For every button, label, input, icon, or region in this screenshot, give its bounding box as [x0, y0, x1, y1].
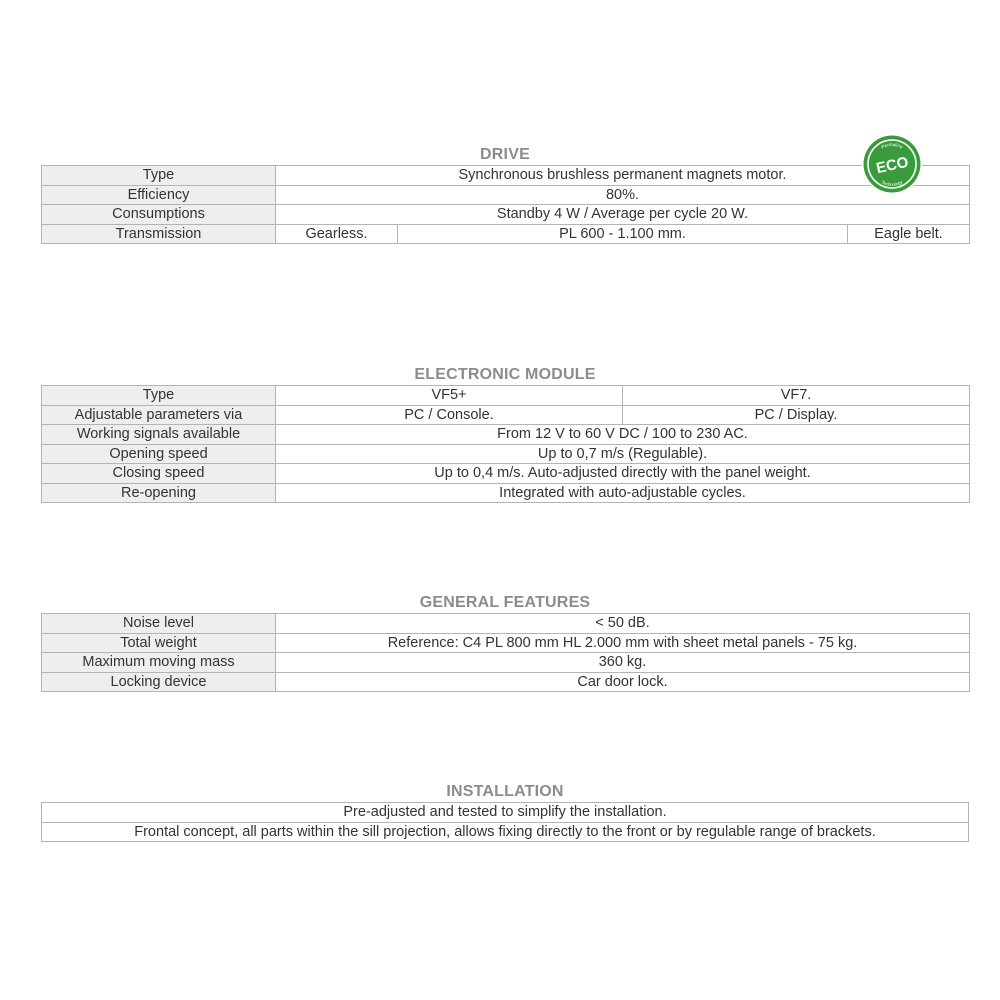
row-value: 80%. [276, 185, 970, 205]
row-label: Locking device [42, 672, 276, 692]
table-row [42, 822, 969, 842]
electronic-module-title: ELECTRONIC MODULE [414, 366, 596, 383]
row-label: Re-opening [42, 483, 276, 503]
row-label: Working signals available [42, 425, 276, 445]
table-row [42, 672, 970, 692]
badge-top-text: Permaline [880, 141, 904, 150]
general-features-section [41, 593, 969, 692]
row-label: Closing speed [42, 464, 276, 484]
row-label: Opening speed [42, 444, 276, 464]
table-row [42, 483, 970, 503]
table-row [42, 633, 970, 653]
drive-title: DRIVE [480, 146, 530, 163]
row-value: From 12 V to 60 V DC / 100 to 230 AC. [276, 425, 970, 445]
table-row [42, 653, 970, 673]
row-label: Consumptions [42, 205, 276, 225]
row-value: PC / Console. [276, 405, 623, 425]
general-features-table [41, 613, 970, 692]
row-value: Frontal concept, all parts within the sill projection, allows fixing directly to the front or by regulable range of brackets. [42, 822, 969, 842]
electronic-module-section [41, 365, 969, 503]
drive-section [41, 145, 969, 244]
row-label: Maximum moving mass [42, 653, 276, 673]
table-row [42, 166, 970, 186]
badge-main-text: ECO [874, 153, 910, 178]
row-label: Total weight [42, 633, 276, 653]
table-row [42, 185, 970, 205]
row-value: Pre-adjusted and tested to simplify the installation. [42, 803, 969, 823]
row-label: Type [42, 386, 276, 406]
eco-badge-icon [861, 133, 923, 195]
table-row [42, 405, 970, 425]
row-value: VF5+ [276, 386, 623, 406]
row-value: 360 kg. [276, 653, 970, 673]
general-features-title: GENERAL FEATURES [419, 594, 591, 611]
table-row [42, 464, 970, 484]
row-value: Up to 0,7 m/s (Regulable). [276, 444, 970, 464]
installation-table [41, 802, 969, 842]
drive-table [41, 165, 970, 244]
row-value: < 50 dB. [276, 614, 970, 634]
row-label: Transmission [42, 224, 276, 244]
row-label: Adjustable parameters via [42, 405, 276, 425]
table-row [42, 614, 970, 634]
row-label: Efficiency [42, 185, 276, 205]
row-value: VF7. [623, 386, 970, 406]
table-row [42, 386, 970, 406]
row-value: PL 600 - 1.100 mm. [398, 224, 848, 244]
installation-title: INSTALLATION [446, 783, 564, 800]
row-value: Gearless. [276, 224, 398, 244]
electronic-module-table [41, 385, 970, 503]
row-value: Eagle belt. [848, 224, 970, 244]
row-value: Standby 4 W / Average per cycle 20 W. [276, 205, 970, 225]
row-label: Type [42, 166, 276, 186]
row-value: PC / Display. [623, 405, 970, 425]
table-row [42, 444, 970, 464]
row-value: Up to 0,4 m/s. Auto-adjusted directly with the panel weight. [276, 464, 970, 484]
table-row [42, 425, 970, 445]
badge-bottom-text: Technology [880, 179, 904, 188]
row-value: Synchronous brushless permanent magnets motor. [276, 166, 970, 186]
installation-section [41, 782, 969, 842]
row-value: Reference: C4 PL 800 mm HL 2.000 mm with sheet metal panels - 75 kg. [276, 633, 970, 653]
table-row [42, 205, 970, 225]
table-row [42, 803, 969, 823]
row-value: Integrated with auto-adjustable cycles. [276, 483, 970, 503]
table-row [42, 224, 970, 244]
row-value: Car door lock. [276, 672, 970, 692]
row-label: Noise level [42, 614, 276, 634]
